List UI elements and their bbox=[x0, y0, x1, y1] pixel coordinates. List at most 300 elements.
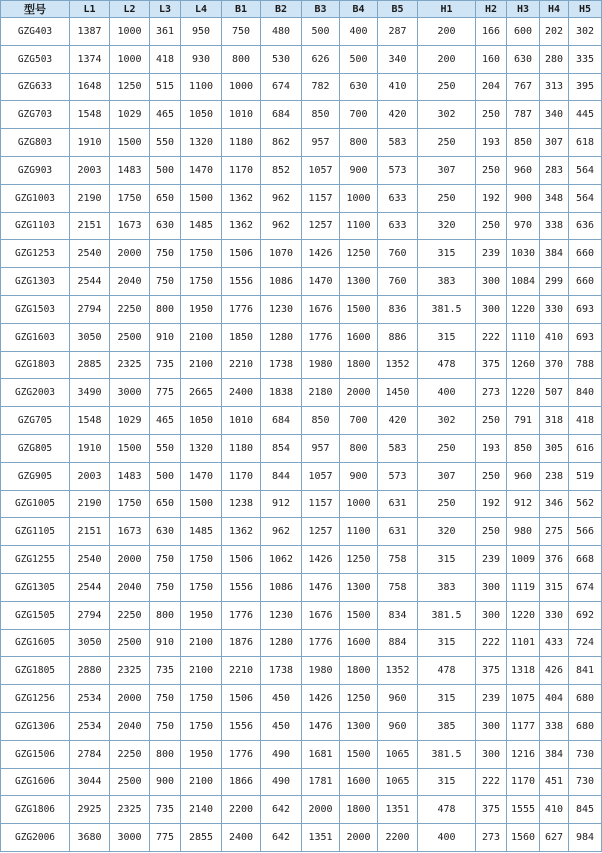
value-cell: 1750 bbox=[181, 240, 222, 268]
table-row bbox=[1, 518, 602, 546]
value-cell: 1057 bbox=[302, 156, 340, 184]
value-cell: 318 bbox=[540, 407, 569, 435]
value-cell: 2544 bbox=[70, 268, 110, 296]
value-cell: 375 bbox=[476, 796, 507, 824]
value-cell: 1750 bbox=[181, 546, 222, 574]
value-cell: 850 bbox=[302, 101, 340, 129]
value-cell: 1485 bbox=[181, 518, 222, 546]
value-cell: 1050 bbox=[181, 407, 222, 435]
value-cell: 912 bbox=[507, 490, 540, 518]
value-cell: 2000 bbox=[340, 824, 378, 852]
value-cell: 2665 bbox=[181, 379, 222, 407]
table-row bbox=[1, 740, 602, 768]
value-cell: 315 bbox=[540, 573, 569, 601]
value-cell: 834 bbox=[378, 601, 418, 629]
value-cell: 200 bbox=[418, 45, 476, 73]
model-cell: GZG1256 bbox=[1, 685, 70, 713]
value-cell: 222 bbox=[476, 629, 507, 657]
value-cell: 2003 bbox=[70, 156, 110, 184]
column-header-l2: L2 bbox=[110, 1, 150, 18]
table-row bbox=[1, 657, 602, 685]
value-cell: 433 bbox=[540, 629, 569, 657]
value-cell: 852 bbox=[261, 156, 302, 184]
value-cell: 1426 bbox=[302, 546, 340, 574]
value-cell: 2534 bbox=[70, 685, 110, 713]
value-cell: 222 bbox=[476, 323, 507, 351]
value-cell: 335 bbox=[569, 45, 602, 73]
value-cell: 566 bbox=[569, 518, 602, 546]
value-cell: 788 bbox=[569, 351, 602, 379]
value-cell: 1352 bbox=[378, 657, 418, 685]
value-cell: 1556 bbox=[222, 573, 261, 601]
model-cell: GZG1255 bbox=[1, 546, 70, 574]
value-cell: 750 bbox=[150, 546, 181, 574]
value-cell: 1470 bbox=[181, 156, 222, 184]
value-cell: 250 bbox=[476, 518, 507, 546]
value-cell: 674 bbox=[569, 573, 602, 601]
table-row bbox=[1, 434, 602, 462]
model-cell: GZG803 bbox=[1, 129, 70, 157]
value-cell: 1300 bbox=[340, 268, 378, 296]
value-cell: 410 bbox=[540, 796, 569, 824]
value-cell: 750 bbox=[150, 573, 181, 601]
value-cell: 1100 bbox=[340, 518, 378, 546]
value-cell: 1876 bbox=[222, 629, 261, 657]
value-cell: 680 bbox=[569, 685, 602, 713]
value-cell: 300 bbox=[476, 573, 507, 601]
value-cell: 1010 bbox=[222, 101, 261, 129]
value-cell: 573 bbox=[378, 462, 418, 490]
value-cell: 1600 bbox=[340, 768, 378, 796]
model-cell: GZG703 bbox=[1, 101, 70, 129]
value-cell: 1084 bbox=[507, 268, 540, 296]
value-cell: 884 bbox=[378, 629, 418, 657]
column-header-model: 型号 bbox=[1, 1, 70, 18]
value-cell: 300 bbox=[476, 740, 507, 768]
table-row bbox=[1, 240, 602, 268]
value-cell: 2325 bbox=[110, 657, 150, 685]
value-cell: 299 bbox=[540, 268, 569, 296]
value-cell: 1776 bbox=[222, 601, 261, 629]
value-cell: 375 bbox=[476, 657, 507, 685]
value-cell: 642 bbox=[261, 824, 302, 852]
value-cell: 340 bbox=[540, 101, 569, 129]
model-cell: GZG1005 bbox=[1, 490, 70, 518]
value-cell: 3000 bbox=[110, 824, 150, 852]
value-cell: 2151 bbox=[70, 212, 110, 240]
model-cell: GZG1805 bbox=[1, 657, 70, 685]
value-cell: 1257 bbox=[302, 212, 340, 240]
value-cell: 307 bbox=[418, 156, 476, 184]
value-cell: 616 bbox=[569, 434, 602, 462]
value-cell: 300 bbox=[476, 268, 507, 296]
value-cell: 192 bbox=[476, 490, 507, 518]
value-cell: 750 bbox=[222, 18, 261, 46]
value-cell: 1500 bbox=[110, 129, 150, 157]
value-cell: 1387 bbox=[70, 18, 110, 46]
value-cell: 1980 bbox=[302, 351, 340, 379]
value-cell: 2925 bbox=[70, 796, 110, 824]
value-cell: 418 bbox=[150, 45, 181, 73]
value-cell: 480 bbox=[261, 18, 302, 46]
value-cell: 626 bbox=[302, 45, 340, 73]
value-cell: 250 bbox=[418, 434, 476, 462]
value-cell: 478 bbox=[418, 657, 476, 685]
value-cell: 1910 bbox=[70, 129, 110, 157]
value-cell: 1950 bbox=[181, 740, 222, 768]
value-cell: 910 bbox=[150, 323, 181, 351]
value-cell: 300 bbox=[476, 601, 507, 629]
value-cell: 410 bbox=[540, 323, 569, 351]
value-cell: 239 bbox=[476, 685, 507, 713]
value-cell: 1157 bbox=[302, 184, 340, 212]
value-cell: 1776 bbox=[222, 295, 261, 323]
value-cell: 307 bbox=[418, 462, 476, 490]
value-cell: 3044 bbox=[70, 768, 110, 796]
value-cell: 193 bbox=[476, 129, 507, 157]
value-cell: 273 bbox=[476, 379, 507, 407]
value-cell: 1776 bbox=[302, 629, 340, 657]
value-cell: 730 bbox=[569, 768, 602, 796]
value-cell: 1000 bbox=[340, 184, 378, 212]
value-cell: 2794 bbox=[70, 295, 110, 323]
value-cell: 1362 bbox=[222, 184, 261, 212]
value-cell: 836 bbox=[378, 295, 418, 323]
model-cell: GZG2006 bbox=[1, 824, 70, 852]
value-cell: 239 bbox=[476, 240, 507, 268]
value-cell: 346 bbox=[540, 490, 569, 518]
value-cell: 1320 bbox=[181, 434, 222, 462]
value-cell: 222 bbox=[476, 768, 507, 796]
value-cell: 735 bbox=[150, 351, 181, 379]
value-cell: 395 bbox=[569, 73, 602, 101]
value-cell: 320 bbox=[418, 518, 476, 546]
value-cell: 1648 bbox=[70, 73, 110, 101]
value-cell: 3680 bbox=[70, 824, 110, 852]
value-cell: 1009 bbox=[507, 546, 540, 574]
value-cell: 583 bbox=[378, 434, 418, 462]
value-cell: 250 bbox=[418, 490, 476, 518]
value-cell: 383 bbox=[418, 573, 476, 601]
value-cell: 700 bbox=[340, 101, 378, 129]
value-cell: 1950 bbox=[181, 295, 222, 323]
model-cell: GZG1506 bbox=[1, 740, 70, 768]
value-cell: 650 bbox=[150, 490, 181, 518]
value-cell: 950 bbox=[181, 18, 222, 46]
value-cell: 684 bbox=[261, 101, 302, 129]
value-cell: 302 bbox=[418, 407, 476, 435]
value-cell: 642 bbox=[261, 796, 302, 824]
value-cell: 633 bbox=[378, 184, 418, 212]
value-cell: 730 bbox=[569, 740, 602, 768]
value-cell: 631 bbox=[378, 518, 418, 546]
value-cell: 273 bbox=[476, 824, 507, 852]
value-cell: 2500 bbox=[110, 768, 150, 796]
value-cell: 400 bbox=[418, 824, 476, 852]
value-cell: 930 bbox=[181, 45, 222, 73]
value-cell: 1548 bbox=[70, 101, 110, 129]
value-cell: 630 bbox=[340, 73, 378, 101]
value-cell: 3000 bbox=[110, 379, 150, 407]
table-row bbox=[1, 490, 602, 518]
value-cell: 980 bbox=[507, 518, 540, 546]
value-cell: 841 bbox=[569, 657, 602, 685]
value-cell: 630 bbox=[150, 212, 181, 240]
value-cell: 1500 bbox=[110, 434, 150, 462]
value-cell: 2180 bbox=[302, 379, 340, 407]
value-cell: 800 bbox=[340, 129, 378, 157]
value-cell: 1157 bbox=[302, 490, 340, 518]
value-cell: 2000 bbox=[302, 796, 340, 824]
value-cell: 2784 bbox=[70, 740, 110, 768]
value-cell: 800 bbox=[340, 434, 378, 462]
value-cell: 1500 bbox=[181, 184, 222, 212]
value-cell: 239 bbox=[476, 546, 507, 574]
model-cell: GZG1003 bbox=[1, 184, 70, 212]
table-row bbox=[1, 323, 602, 351]
value-cell: 383 bbox=[418, 268, 476, 296]
value-cell: 2885 bbox=[70, 351, 110, 379]
value-cell: 376 bbox=[540, 546, 569, 574]
value-cell: 1177 bbox=[507, 712, 540, 740]
value-cell: 307 bbox=[540, 129, 569, 157]
value-cell: 1300 bbox=[340, 712, 378, 740]
table-row bbox=[1, 18, 602, 46]
value-cell: 750 bbox=[150, 240, 181, 268]
value-cell: 2540 bbox=[70, 546, 110, 574]
value-cell: 250 bbox=[476, 212, 507, 240]
value-cell: 451 bbox=[540, 768, 569, 796]
value-cell: 315 bbox=[418, 240, 476, 268]
value-cell: 631 bbox=[378, 490, 418, 518]
value-cell: 2500 bbox=[110, 323, 150, 351]
table-row bbox=[1, 184, 602, 212]
value-cell: 1470 bbox=[181, 462, 222, 490]
value-cell: 962 bbox=[261, 518, 302, 546]
value-cell: 2210 bbox=[222, 351, 261, 379]
value-cell: 2500 bbox=[110, 629, 150, 657]
value-cell: 2794 bbox=[70, 601, 110, 629]
value-cell: 692 bbox=[569, 601, 602, 629]
value-cell: 1170 bbox=[222, 462, 261, 490]
value-cell: 782 bbox=[302, 73, 340, 101]
value-cell: 684 bbox=[261, 407, 302, 435]
table-row bbox=[1, 824, 602, 852]
value-cell: 1910 bbox=[70, 434, 110, 462]
value-cell: 957 bbox=[302, 434, 340, 462]
value-cell: 1500 bbox=[340, 601, 378, 629]
value-cell: 1250 bbox=[340, 685, 378, 713]
value-cell: 1506 bbox=[222, 240, 261, 268]
value-cell: 500 bbox=[340, 45, 378, 73]
value-cell: 1506 bbox=[222, 685, 261, 713]
value-cell: 1980 bbox=[302, 657, 340, 685]
value-cell: 530 bbox=[261, 45, 302, 73]
value-cell: 1560 bbox=[507, 824, 540, 852]
model-cell: GZG705 bbox=[1, 407, 70, 435]
model-cell: GZG1806 bbox=[1, 796, 70, 824]
value-cell: 1673 bbox=[110, 518, 150, 546]
value-cell: 2400 bbox=[222, 379, 261, 407]
model-cell: GZG1105 bbox=[1, 518, 70, 546]
value-cell: 1776 bbox=[222, 740, 261, 768]
value-cell: 760 bbox=[378, 240, 418, 268]
value-cell: 418 bbox=[569, 407, 602, 435]
value-cell: 1000 bbox=[222, 73, 261, 101]
value-cell: 1426 bbox=[302, 240, 340, 268]
value-cell: 2000 bbox=[110, 685, 150, 713]
table-row bbox=[1, 379, 602, 407]
value-cell: 370 bbox=[540, 351, 569, 379]
value-cell: 775 bbox=[150, 824, 181, 852]
value-cell: 338 bbox=[540, 212, 569, 240]
value-cell: 2140 bbox=[181, 796, 222, 824]
value-cell: 1500 bbox=[340, 295, 378, 323]
value-cell: 962 bbox=[261, 212, 302, 240]
value-cell: 400 bbox=[340, 18, 378, 46]
value-cell: 250 bbox=[418, 129, 476, 157]
value-cell: 1483 bbox=[110, 462, 150, 490]
value-cell: 2040 bbox=[110, 573, 150, 601]
value-cell: 1426 bbox=[302, 685, 340, 713]
table-row bbox=[1, 601, 602, 629]
value-cell: 250 bbox=[476, 156, 507, 184]
value-cell: 250 bbox=[418, 73, 476, 101]
value-cell: 2000 bbox=[110, 546, 150, 574]
value-cell: 507 bbox=[540, 379, 569, 407]
value-cell: 381.5 bbox=[418, 740, 476, 768]
value-cell: 900 bbox=[340, 156, 378, 184]
value-cell: 1555 bbox=[507, 796, 540, 824]
value-cell: 2250 bbox=[110, 601, 150, 629]
value-cell: 1000 bbox=[340, 490, 378, 518]
value-cell: 787 bbox=[507, 101, 540, 129]
value-cell: 886 bbox=[378, 323, 418, 351]
value-cell: 404 bbox=[540, 685, 569, 713]
value-cell: 1600 bbox=[340, 323, 378, 351]
column-header-h5: H5 bbox=[569, 1, 602, 18]
value-cell: 600 bbox=[507, 18, 540, 46]
value-cell: 680 bbox=[569, 712, 602, 740]
value-cell: 2325 bbox=[110, 796, 150, 824]
model-cell: GZG403 bbox=[1, 18, 70, 46]
value-cell: 735 bbox=[150, 796, 181, 824]
value-cell: 2325 bbox=[110, 351, 150, 379]
value-cell: 420 bbox=[378, 101, 418, 129]
value-cell: 850 bbox=[507, 129, 540, 157]
value-cell: 280 bbox=[540, 45, 569, 73]
value-cell: 1374 bbox=[70, 45, 110, 73]
value-cell: 750 bbox=[150, 268, 181, 296]
value-cell: 775 bbox=[150, 379, 181, 407]
value-cell: 700 bbox=[340, 407, 378, 435]
model-cell: GZG1253 bbox=[1, 240, 70, 268]
value-cell: 2100 bbox=[181, 768, 222, 796]
value-cell: 693 bbox=[569, 323, 602, 351]
value-cell: 515 bbox=[150, 73, 181, 101]
value-cell: 630 bbox=[507, 45, 540, 73]
value-cell: 1000 bbox=[110, 18, 150, 46]
model-cell: GZG1606 bbox=[1, 768, 70, 796]
value-cell: 320 bbox=[418, 212, 476, 240]
value-cell: 361 bbox=[150, 18, 181, 46]
table-row bbox=[1, 685, 602, 713]
value-cell: 900 bbox=[340, 462, 378, 490]
value-cell: 450 bbox=[261, 685, 302, 713]
value-cell: 1351 bbox=[302, 824, 340, 852]
column-header-l1: L1 bbox=[70, 1, 110, 18]
value-cell: 1950 bbox=[181, 601, 222, 629]
value-cell: 1250 bbox=[340, 240, 378, 268]
value-cell: 302 bbox=[418, 101, 476, 129]
model-cell: GZG1503 bbox=[1, 295, 70, 323]
value-cell: 238 bbox=[540, 462, 569, 490]
value-cell: 674 bbox=[261, 73, 302, 101]
value-cell: 1476 bbox=[302, 573, 340, 601]
value-cell: 900 bbox=[507, 184, 540, 212]
value-cell: 1062 bbox=[261, 546, 302, 574]
column-header-b2: B2 bbox=[261, 1, 302, 18]
value-cell: 315 bbox=[418, 323, 476, 351]
model-cell: GZG1803 bbox=[1, 351, 70, 379]
value-cell: 1320 bbox=[181, 129, 222, 157]
table-row bbox=[1, 407, 602, 435]
value-cell: 381.5 bbox=[418, 601, 476, 629]
value-cell: 2040 bbox=[110, 712, 150, 740]
value-cell: 2200 bbox=[222, 796, 261, 824]
column-header-b3: B3 bbox=[302, 1, 340, 18]
table-row bbox=[1, 712, 602, 740]
value-cell: 1362 bbox=[222, 518, 261, 546]
value-cell: 1351 bbox=[378, 796, 418, 824]
column-header-b4: B4 bbox=[340, 1, 378, 18]
value-cell: 300 bbox=[476, 712, 507, 740]
table-row bbox=[1, 796, 602, 824]
value-cell: 287 bbox=[378, 18, 418, 46]
value-cell: 2544 bbox=[70, 573, 110, 601]
value-cell: 767 bbox=[507, 73, 540, 101]
value-cell: 2210 bbox=[222, 657, 261, 685]
value-cell: 1500 bbox=[181, 490, 222, 518]
value-cell: 202 bbox=[540, 18, 569, 46]
value-cell: 1010 bbox=[222, 407, 261, 435]
value-cell: 1676 bbox=[302, 295, 340, 323]
table-row bbox=[1, 573, 602, 601]
value-cell: 1086 bbox=[261, 268, 302, 296]
value-cell: 660 bbox=[569, 240, 602, 268]
value-cell: 426 bbox=[540, 657, 569, 685]
value-cell: 385 bbox=[418, 712, 476, 740]
value-cell: 962 bbox=[261, 184, 302, 212]
table-row bbox=[1, 768, 602, 796]
value-cell: 2000 bbox=[110, 240, 150, 268]
value-cell: 1600 bbox=[340, 629, 378, 657]
column-header-h2: H2 bbox=[476, 1, 507, 18]
value-cell: 630 bbox=[150, 518, 181, 546]
value-cell: 1257 bbox=[302, 518, 340, 546]
value-cell: 2003 bbox=[70, 462, 110, 490]
value-cell: 3050 bbox=[70, 323, 110, 351]
value-cell: 758 bbox=[378, 573, 418, 601]
table-body bbox=[1, 18, 602, 852]
value-cell: 840 bbox=[569, 379, 602, 407]
value-cell: 465 bbox=[150, 101, 181, 129]
value-cell: 1230 bbox=[261, 295, 302, 323]
value-cell: 3050 bbox=[70, 629, 110, 657]
value-cell: 583 bbox=[378, 129, 418, 157]
value-cell: 1750 bbox=[110, 490, 150, 518]
value-cell: 760 bbox=[378, 268, 418, 296]
